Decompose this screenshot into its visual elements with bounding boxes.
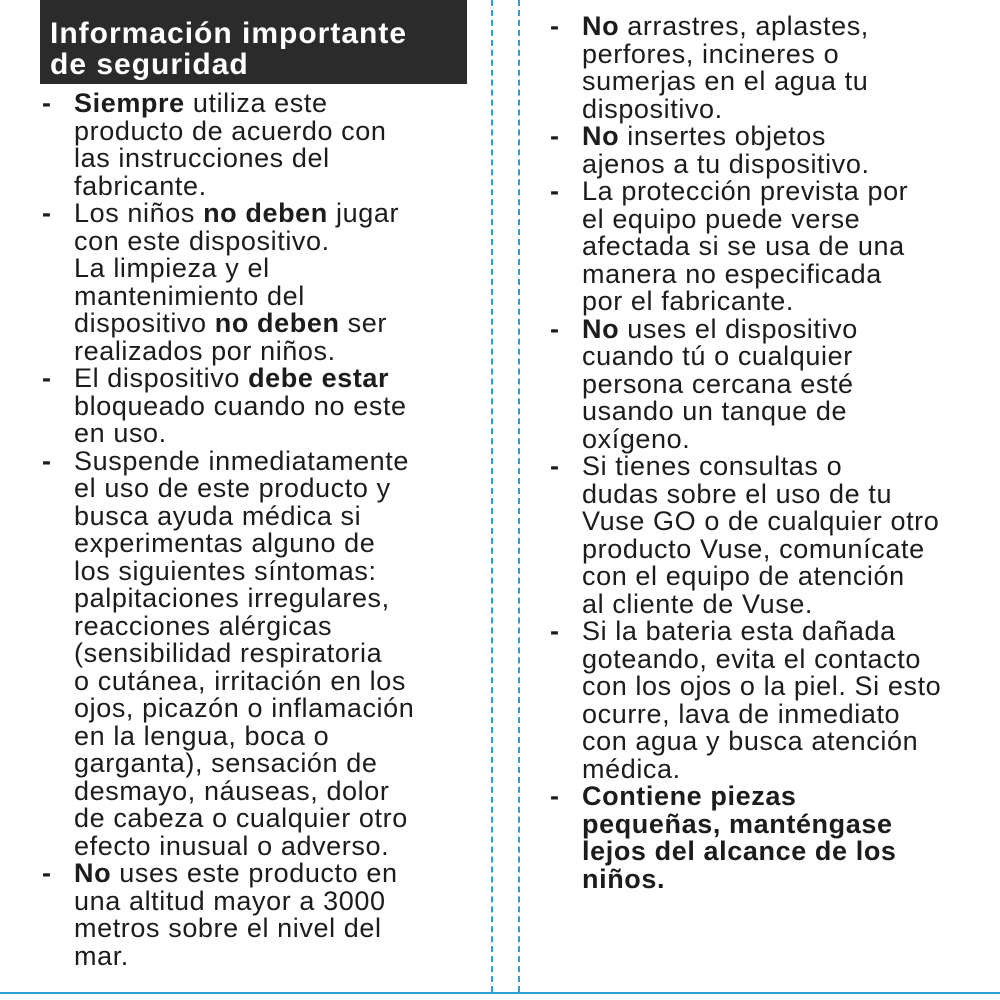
bullet-dash: -	[550, 451, 560, 481]
item-emphasis: debe estar	[248, 363, 390, 393]
safety-item	[548, 123, 988, 178]
item-emphasis: no deben	[214, 308, 340, 338]
safety-heading	[40, 0, 467, 84]
safety-item	[548, 13, 988, 123]
bullet-dash: -	[550, 616, 560, 646]
bullet-dash: -	[550, 11, 560, 41]
item-text: Si la bateria esta dañada goteando, evita el contacto con los ojos o la piel. Si esto ocurre, lava de inmediato con agua y busca atención médica.	[582, 616, 942, 784]
fold-line-left	[491, 0, 493, 992]
item-text: ser realizados por niños.	[74, 308, 387, 366]
safety-item	[40, 445, 480, 861]
bullet-dash: -	[550, 313, 560, 344]
safety-item	[548, 783, 988, 893]
item-emphasis: No	[74, 858, 112, 888]
heading-line-1: Información importante	[50, 17, 408, 50]
item-text: Los niños	[74, 198, 204, 228]
right-column	[548, 0, 988, 893]
bullet-dash: -	[42, 363, 52, 393]
item-text: Suspende inmediatamente el uso de este producto y busca ayuda médica si experimentas alguno de los siguientes síntomas: palpitaciones irregulares, reacciones alérgicas (sensibilidad respiratoria o cutánea, irritación en los ojos, picazón o inflamación en la lengua, boca o garganta), sensación de desmayo, náuseas, dolor de cabeza o cualquier otro efecto inusual o adverso.	[74, 445, 415, 861]
item-emphasis: no deben	[203, 198, 328, 228]
item-text: Si tienes consultas o dudas sobre el uso de tu Vuse GO o de cualquier otro producto Vuse, comunícate con el equipo de atención al cliente de Vuse.	[582, 451, 940, 619]
safety-item	[40, 200, 480, 365]
bullet-dash: -	[550, 121, 560, 151]
bullet-dash: -	[42, 445, 52, 476]
item-text: El dispositivo	[74, 363, 249, 393]
item-emphasis: No	[582, 121, 620, 151]
safety-item	[40, 365, 480, 448]
bullet-dash: -	[42, 88, 52, 118]
item-text: arrastres, aplastes, perfores, incineres o sumerjas en el agua tu dispositivo.	[582, 11, 869, 124]
bullet-dash: -	[550, 781, 560, 811]
item-text: jugar con este dispositivo. La limpieza y el mantenimiento del dispositivo	[74, 198, 400, 338]
item-text: insertes objetos ajenos a tu dispositivo.	[582, 121, 870, 179]
safety-item	[40, 90, 480, 200]
item-text: utiliza este producto de acuerdo con las instrucciones del fabricante.	[74, 88, 387, 201]
left-safety-list	[40, 90, 480, 970]
bullet-dash: -	[42, 858, 52, 888]
left-column	[40, 0, 480, 970]
safety-item	[548, 178, 988, 316]
bullet-dash: -	[42, 198, 52, 228]
item-emphasis: Siempre	[74, 88, 185, 118]
right-safety-list	[548, 13, 988, 893]
item-text: La protección prevista por el equipo puede verse afectada si se usa de una manera no especificada por el fabricante.	[582, 176, 909, 316]
safety-item	[548, 453, 988, 618]
item-text: uses el dispositivo cuando tú o cualquier persona cercana esté usando un tanque de oxígeno.	[582, 313, 858, 454]
safety-item	[548, 313, 988, 454]
item-emphasis: No	[582, 313, 620, 344]
safety-item	[548, 618, 988, 783]
bottom-border	[0, 992, 1000, 994]
fold-line-right	[518, 0, 520, 992]
item-emphasis: Contiene piezas pequeñas, manténgase lejos del alcance de los niños.	[582, 781, 897, 894]
item-text: uses este producto en una altitud mayor a 3000 metros sobre el nivel del mar.	[74, 858, 398, 971]
safety-item	[40, 860, 480, 970]
bullet-dash: -	[550, 176, 560, 206]
heading-line-2: de seguridad	[50, 48, 249, 81]
item-text: bloqueado cuando no este en uso.	[74, 390, 407, 448]
item-emphasis: No	[582, 11, 620, 41]
